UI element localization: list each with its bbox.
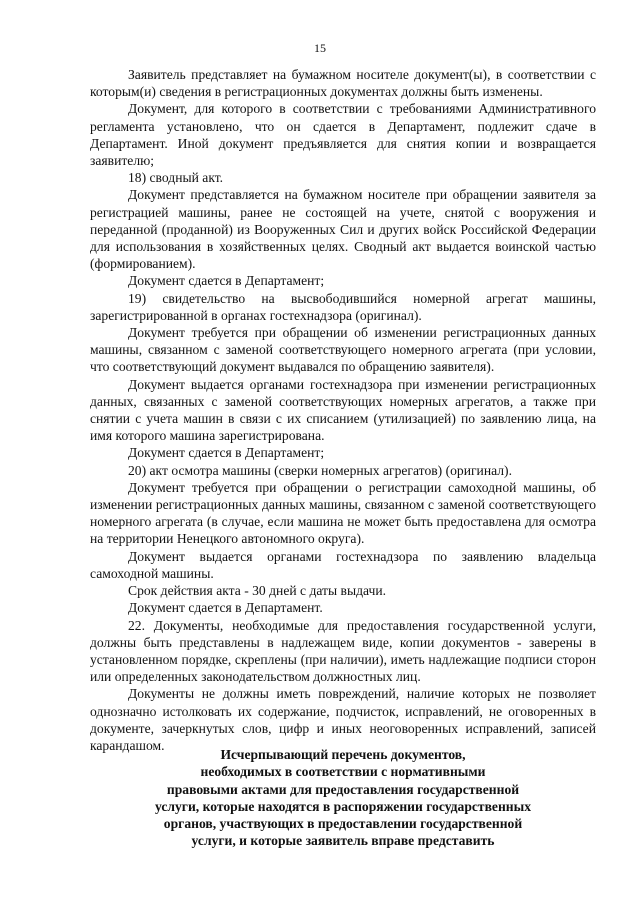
heading-line: услуги, которые находятся в распоряжении государственных <box>154 798 532 814</box>
paragraph: 22. Документы, необходимые для предоставления государственной услуги, должны быть представлены в надлежащем виде, копии документов - заверены в установленном порядке, скреплены (при наличии), иметь надлежащие подписи сторон или определенных законодательством должностных лиц. <box>90 617 596 685</box>
paragraph: Документ требуется при обращении об изменении регистрационных данных машины, связанном с заменой соответствующего номерного агрегата (при условии, что соответствующий документ выдавался по обращению заявителя). <box>90 325 596 375</box>
heading-line: услуги, и которые заявитель вправе представить <box>191 833 495 849</box>
paragraph: Документ представляется на бумажном носителе при обращении заявителя за регистрацией машины, ранее не состоящей на учете, снятой с вооружения и переданной (проданной) из Вооруженных Сил и других войск Российской Федерации для использования в хозяйственных целях. Сводный акт выдается воинской частью (формированием). <box>90 187 596 272</box>
paragraph: Документ сдается в Департамент; <box>128 273 325 289</box>
section-heading <box>90 746 596 850</box>
heading-line: органов, участвующих в предоставлении государственной <box>163 816 523 832</box>
paragraph: Документ сдается в Департамент; <box>128 445 325 461</box>
paragraph: Срок действия акта - 30 дней с даты выдачи. <box>128 583 386 599</box>
page-number: 15 <box>314 41 326 55</box>
heading-line: необходимых в соответствии с нормативными <box>200 764 486 780</box>
list-item: 19) свидетельство на высвободившийся номерной агрегат машины, зарегистрированной в органах гостехнадзора (оригинал). <box>90 290 596 323</box>
paragraph: Документ требуется при обращении о регистрации самоходной машины, об изменении регистрационных данных машины, связанном с заменой соответствующего номерного агрегата (в случае, если машина не может быть предоставлена для осмотра на территории Ненецкого автономного округа). <box>90 479 596 547</box>
paragraph: Документ выдается органами гостехнадзора по заявлению владельца самоходной машины. <box>90 548 596 581</box>
heading-line: Исчерпывающий перечень документов, <box>220 747 466 762</box>
paragraph: Документы не должны иметь повреждений, наличие которых не позволяет однозначно истолковать их содержание, подчисток, исправлений, не оговоренных в документе, зачеркнутых слов, цифр и иных неоговоренных исправлений, записей карандашом. <box>90 686 596 753</box>
list-item: 18) сводный акт. <box>128 170 224 186</box>
list-item: 20) акт осмотра машины (сверки номерных агрегатов) (оригинал). <box>128 462 512 478</box>
document-body <box>90 66 596 754</box>
paragraph: Заявитель представляет на бумажном носителе документ(ы), в соответствии с которым(и) сведения в регистрационных документах должны быть изменены. <box>90 67 596 100</box>
paragraph: Документ, для которого в соответствии с требованиями Административного регламента установлено, что он сдается в Департамент, подлежит сдаче в Департамент. Иной документ предъявляется для снятия копии и возвращается заявителю; <box>90 101 596 169</box>
paragraph: Документ сдается в Департамент. <box>128 600 323 616</box>
heading-line: правовыми актами для предоставления государственной <box>166 781 520 797</box>
paragraph: Документ выдается органами гостехнадзора при изменении регистрационных данных, связанных с заменой соответствующих номерных агрегатов, а также при снятии с учета машин в связи с их списанием (утилизацией) по заявлению лица, на имя которого машина зарегистрирована. <box>90 376 596 444</box>
